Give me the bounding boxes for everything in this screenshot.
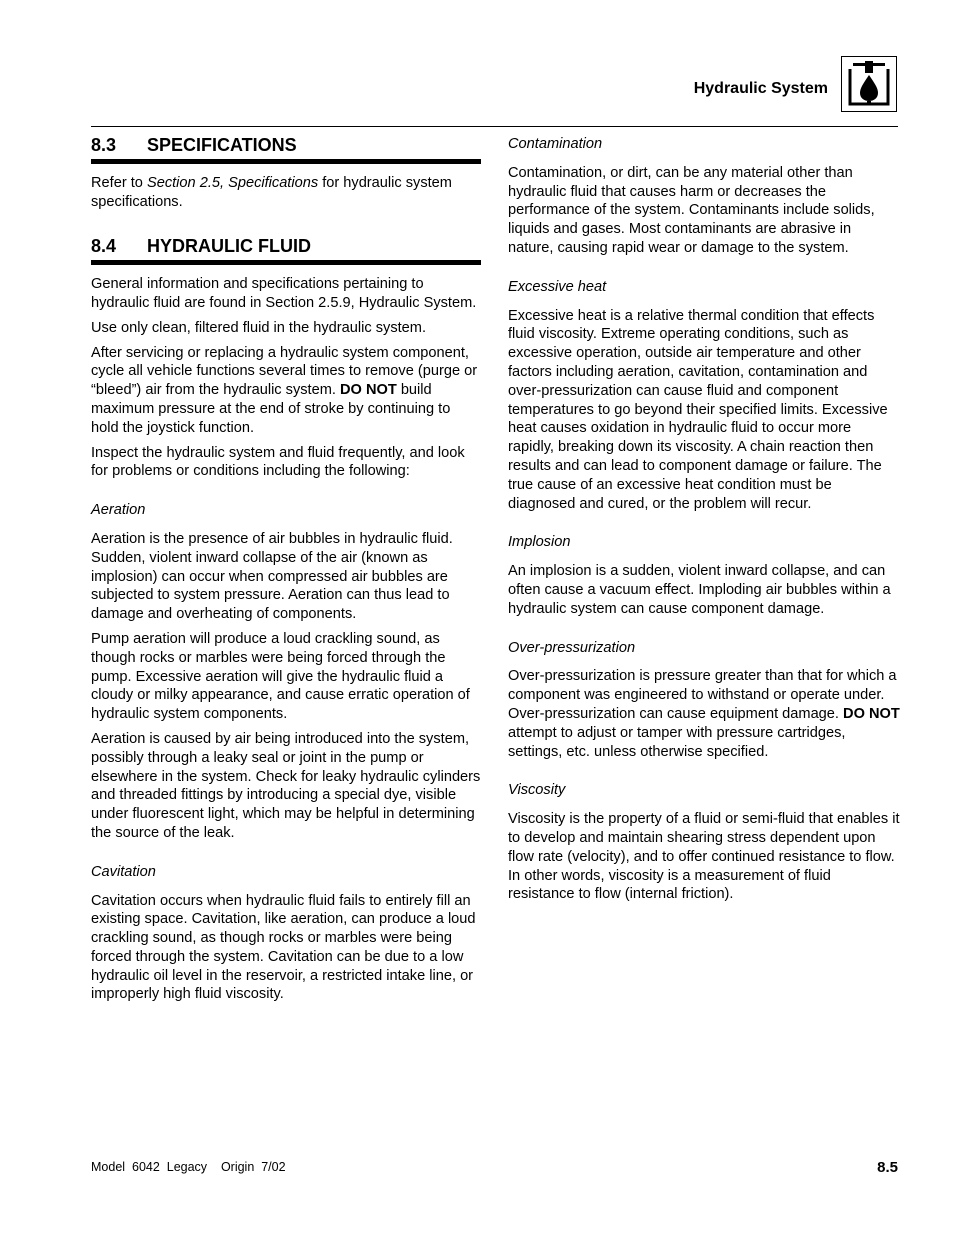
cavitation-heading: Cavitation xyxy=(91,863,156,880)
section-number: 8.3 xyxy=(91,135,117,155)
paragraph: Excessive heat is a relative thermal condition that effects fluid viscosity. Extreme operating conditions, such as excessive operation, outside air temperature and other factors including aeration, cavitation, contamination and over-pressurization can cause fluid and component temperatures to go beyond their specified limits. Excessive heat causes oxidation in hydraulic fluid to occur more rapidly, breaking down its viscosity. A chain reaction then results and can lead to component damage or failure. The true cause of an excessive heat condition must be diagnosed and cured, or the problem will recur. xyxy=(508,307,888,512)
excessive-heat-heading: Excessive heat xyxy=(508,278,607,295)
paragraph: Contamination, or dirt, can be any material other than hydraulic fluid that causes harm or decreases the performance of the system. Contaminants include solids, liquids and gases. Most contaminants are abrasive in nature, causing rapid wear or damage to the system. xyxy=(508,164,875,256)
paragraph: Aeration is caused by air being introduced into the system, possibly through a leaky seal or joint in the pump or elsewhere in the system. Check for leaky hydraulic cylinders and threaded fittings by introducing a special dye, visible under fluorescent light, which may be helpful in determining the source of the leak. xyxy=(91,730,481,841)
footer-model-info: Model 6042 Legacy Origin 7/02 xyxy=(91,1160,286,1174)
paragraph: General information and specifications pertaining to hydraulic fluid are found in Section 2.5.9, Hydraulic System. xyxy=(91,276,477,311)
left-column xyxy=(91,130,481,1010)
right-column xyxy=(508,130,900,910)
implosion-heading: Implosion xyxy=(508,534,571,551)
paragraph: Cavitation occurs when hydraulic fluid fails to entirely fill an existing space. Cavitation, like aeration, can produce a loud crackling sound, as though rocks or marbles were being forced through the system. Cavitation can be due to a low hydraulic oil level in the reservoir, a restricted intake line, or improperly high fluid viscosity. xyxy=(91,892,476,1003)
paragraph: Use only clean, filtered fluid in the hydraulic system. xyxy=(91,319,427,336)
section-8-4-heading xyxy=(91,231,481,265)
section-number: 8.4 xyxy=(91,236,117,257)
paragraph: Aeration is the presence of air bubbles in hydraulic fluid. Sudden, violent inward collapse of the air (known as implosion) can occur when compressed air bubbles are subjected to system pressure. Aeration can thus lead to damage and overheating of components. xyxy=(91,530,453,623)
paragraph: After servicing or replacing a hydraulic system component, cycle all vehicle functions several times to remove (purge or “bleed”) air from the hydraulic system. DO NOT build maximum pressure at the end of stroke by continuing to hold the joystick function. xyxy=(91,344,478,436)
header-title: Hydraulic System xyxy=(693,80,828,97)
hydraulic-reservoir-icon xyxy=(841,56,897,112)
over-pressurization-heading: Over-pressurization xyxy=(508,639,636,656)
paragraph: Inspect the hydraulic system and fluid frequently, and look for problems or conditions including the following: xyxy=(91,444,465,480)
viscosity-heading: Viscosity xyxy=(508,782,566,799)
page-number: 8.5 xyxy=(877,1159,898,1176)
paragraph: Over-pressurization is pressure greater than that for which a component was engineered to withstand or operate under. Over-pressurization can cause equipment damage. DO NOT attempt to adjust or tamper with pressure cartridges, settings, etc. unless otherwise specified. xyxy=(508,668,900,760)
warning-emphasis: DO NOT xyxy=(340,382,397,399)
aeration-heading: Aeration xyxy=(91,502,146,519)
paragraph: An implosion is a sudden, violent inward collapse, and can often cause a vacuum effect. Imploding air bubbles within a hydraulic system can cause component damage. xyxy=(508,563,891,617)
header-divider xyxy=(91,126,898,127)
section-reference: Section 2.5, Specifications xyxy=(146,174,319,191)
warning-emphasis: DO NOT xyxy=(843,705,900,722)
paragraph: Pump aeration will produce a loud crackling sound, as though rocks or marbles were being forced through the pump. Excessive aeration will give the hydraulic fluid a cloudy or milky appearance, and cause erratic operation of hydraulic system components. xyxy=(91,630,470,723)
section-title: SPECIFICATIONS xyxy=(147,135,297,155)
contamination-heading: Contamination xyxy=(508,136,603,152)
specifications-paragraph: Refer to Section 2.5, Specifications for hydraulic system specifications. xyxy=(91,174,452,210)
section-8-3-heading xyxy=(91,130,481,164)
paragraph: Viscosity is the property of a fluid or semi-fluid that enables it to develop and maintain shearing stress dependent upon flow rate (velocity), and to offer continued resistance to flow. In other words, viscosity is a measurement of fluid resistance to flow (internal friction). xyxy=(508,811,900,903)
section-title: HYDRAULIC FLUID xyxy=(147,236,311,257)
